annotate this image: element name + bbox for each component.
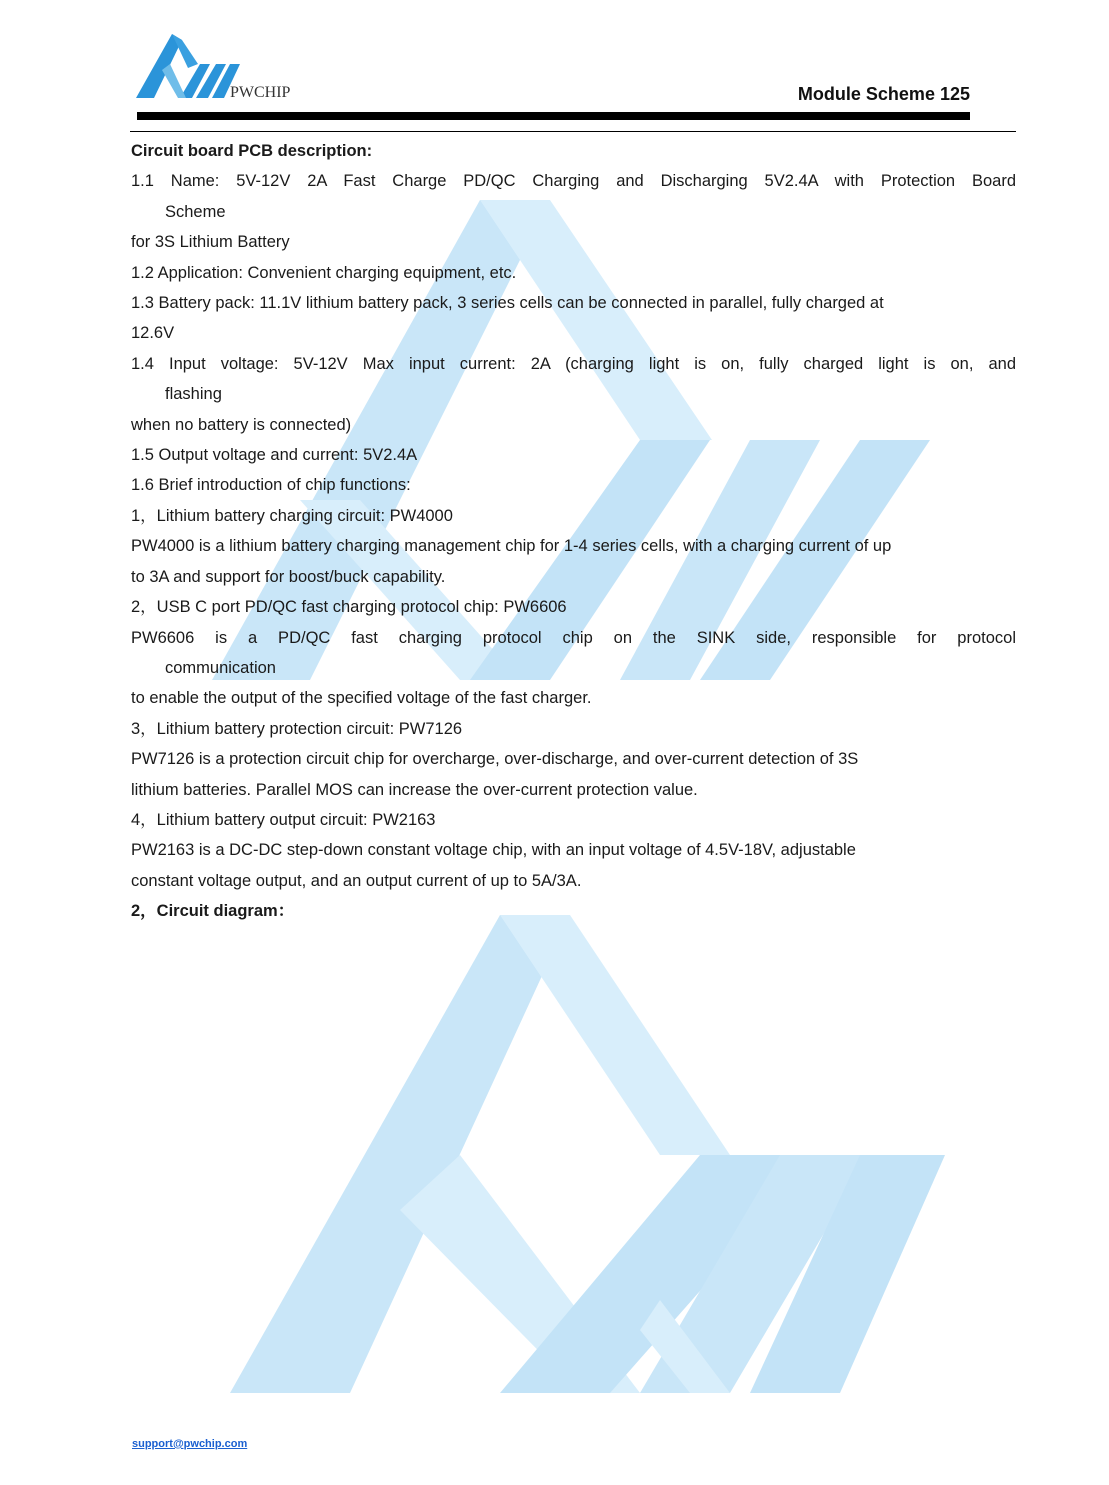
text-line: constant voltage output, and an output current of up to 5A/3A. — [131, 871, 582, 890]
text-line: 1.5 Output voltage and current: 5V2.4A — [131, 446, 418, 465]
watermark-lower — [230, 915, 945, 1393]
header-divider-thin — [130, 131, 1016, 132]
text-line: 1.3 Battery pack: 11.1V lithium battery pack, 3 series cells can be connected in parallel, fully charged at — [131, 294, 884, 313]
text-line: to 3A and support for boost/buck capability. — [131, 567, 446, 586]
logo-wordmark: PWCHIP — [230, 84, 291, 101]
document-body — [131, 136, 1016, 927]
text-line: 12.6V — [131, 324, 175, 343]
support-email-link[interactable]: support@pwchip.com — [132, 1438, 248, 1450]
document-title: Module Scheme 125 — [797, 84, 970, 104]
text-line: 4，Lithium battery output circuit: PW2163 — [131, 810, 436, 829]
text-line: when no battery is connected) — [131, 415, 352, 434]
text-line: 1.2 Application: Convenient charging equipment, etc. — [131, 263, 517, 282]
section-heading-circuit-diagram: 2，Circuit diagram： — [131, 902, 295, 921]
text-line: communication — [165, 658, 276, 677]
text-line: Scheme — [165, 202, 226, 221]
header-divider-thick — [137, 112, 970, 120]
text-line: to enable the output of the specified voltage of the fast charger. — [131, 689, 592, 708]
text-line: for 3S Lithium Battery — [131, 233, 290, 252]
text-line: flashing — [165, 385, 222, 404]
text-line: PW4000 is a lithium battery charging management chip for 1-4 series cells, with a charging current of up — [131, 537, 892, 556]
text-line: 1.4 Input voltage: 5V-12V Max input current: 2A (charging light is on, fully charged light is on, and — [131, 354, 1016, 373]
text-line: lithium batteries. Parallel MOS can increase the over-current protection value. — [131, 780, 698, 799]
section-heading-pcb: Circuit board PCB description: — [131, 142, 373, 160]
text-line: PW2163 is a DC-DC step-down constant voltage chip, with an input voltage of 4.5V-18V, adjustable — [131, 841, 856, 860]
text-line: 3，Lithium battery protection circuit: PW7126 — [131, 719, 463, 738]
text-line: 1.6 Brief introduction of chip functions: — [131, 476, 411, 495]
text-line: 2，USB C port PD/QC fast charging protocol chip: PW6606 — [131, 598, 567, 617]
text-line: PW7126 is a protection circuit chip for overcharge, over-discharge, and over-current detection of 3S — [131, 750, 859, 769]
text-line: 1，Lithium battery charging circuit: PW4000 — [131, 506, 453, 525]
text-line: PW6606 is a PD/QC fast charging protocol chip on the SINK side, responsible for protocol — [131, 628, 1016, 647]
text-line: 1.1 Name: 5V-12V 2A Fast Charge PD/QC Charging and Discharging 5V2.4A with Protection Board — [131, 172, 1016, 191]
